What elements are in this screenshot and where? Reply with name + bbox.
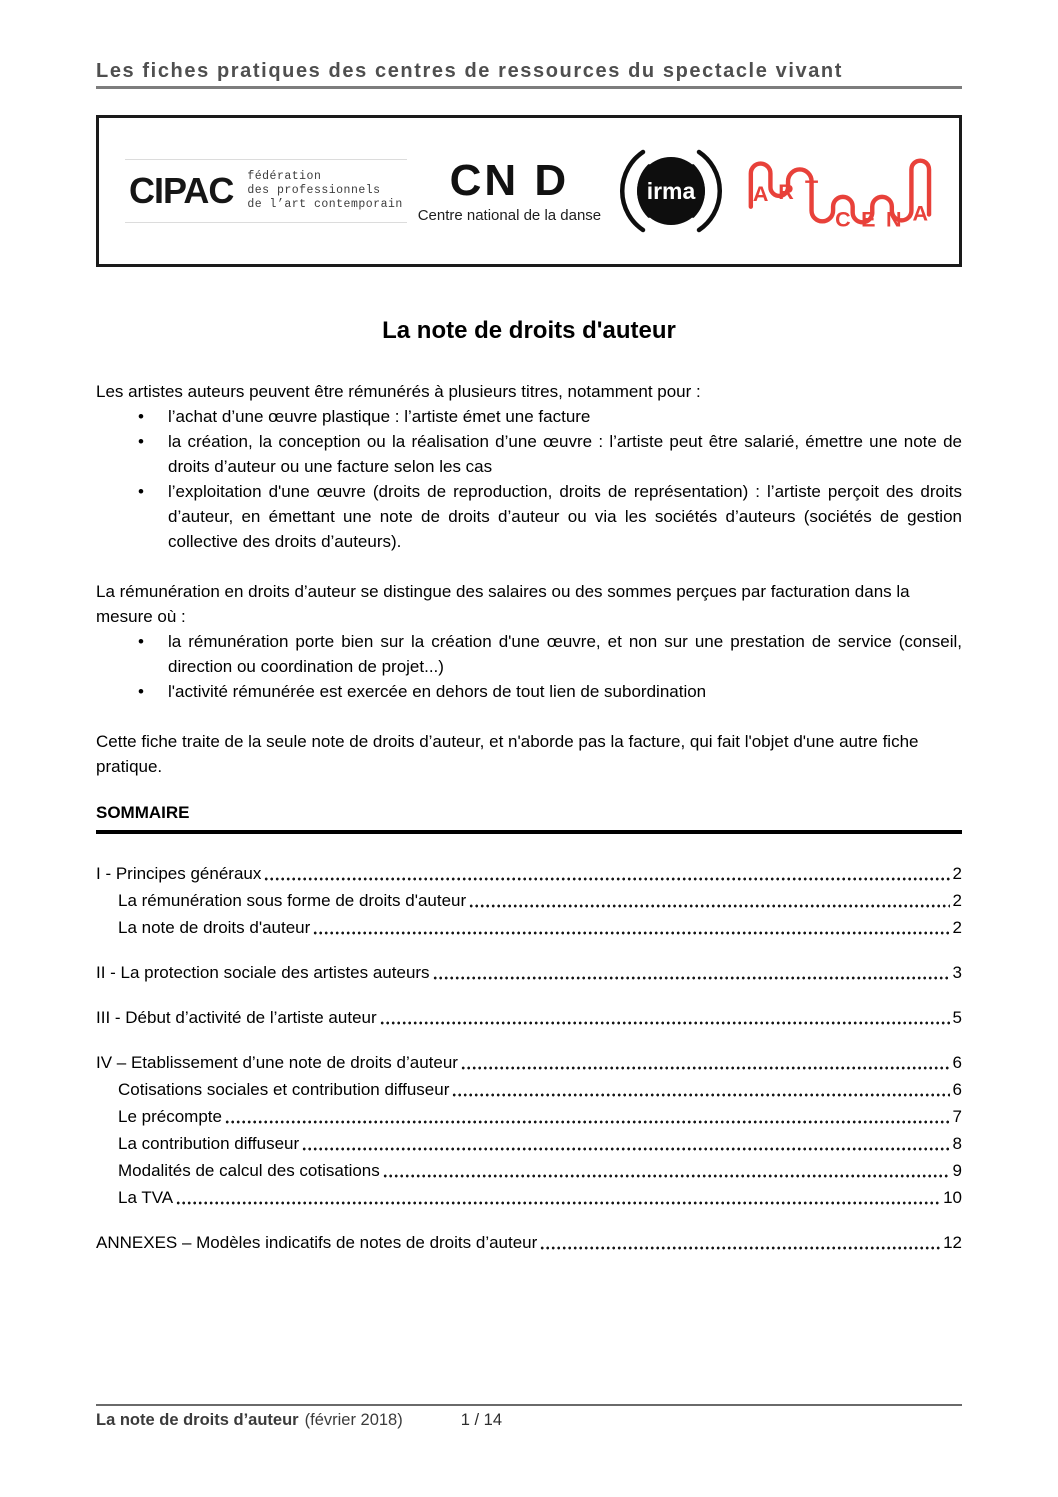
page-number-indicator: 1 / 14 <box>460 1411 503 1429</box>
toc-entry <box>96 914 962 941</box>
artcena-letter-n: N <box>885 207 902 232</box>
toc-dotted-leader <box>380 1020 950 1026</box>
distinction-bullet-1-text: la rémunération porte bien sur la création d'une œuvre, et non sur une prestation de service (conseil, direction ou coordination de projet...) <box>168 632 962 676</box>
toc-entry <box>96 1004 962 1031</box>
cnd-tagline: Centre national de la danse <box>417 206 602 224</box>
footer-date: (février 2018) <box>304 1411 403 1429</box>
cnd-wordmark: CN D <box>449 155 570 205</box>
toc-entry-label: La TVA <box>118 1188 174 1207</box>
banner-rule <box>96 86 962 89</box>
cipac-tagline-line1: fédération <box>247 170 322 183</box>
page-title: La note de droits d'auteur <box>382 317 676 344</box>
cipac-tagline-line3: de l’art contemporain <box>247 198 403 211</box>
toc-entry <box>96 887 962 914</box>
collection-banner: Les fiches pratiques des centres de ressources du spectacle vivant <box>96 60 843 82</box>
irma-logo <box>612 132 730 250</box>
artcena-letter-t: T <box>804 175 819 200</box>
bullet-icon: • <box>138 432 144 451</box>
toc-entry-label: Cotisations sociales et contribution diffuseur <box>118 1080 450 1099</box>
cipac-tagline-line2: des professionnels <box>247 184 381 197</box>
toc-entry <box>96 1157 962 1184</box>
distinction-bullet-2 <box>96 679 962 704</box>
distinction-bullet-2-text: l'activité rémunérée est exercée en dehors de tout lien de subordination <box>168 682 707 701</box>
toc-dotted-leader <box>469 903 949 909</box>
toc-dotted-leader <box>264 876 949 882</box>
partner-logos-bar <box>96 115 962 267</box>
artcena-letter-a1: A <box>752 181 769 206</box>
bullet-icon: • <box>138 632 144 651</box>
toc-dotted-leader <box>313 930 949 936</box>
table-of-contents <box>96 860 962 1256</box>
toc-entry-page: 2 <box>952 891 962 910</box>
artcena-logo-icon <box>741 144 933 238</box>
toc-entry-label: Le précompte <box>118 1107 222 1126</box>
toc-dotted-leader <box>540 1245 940 1251</box>
artcena-letter-e: E <box>861 207 876 232</box>
toc-entry-page: 10 <box>943 1188 962 1207</box>
intro-bullet-2-text: la création, la conception ou la réalisation d’une œuvre : l’artiste peut être salarié, émettre une note de droits d’auteur ou une facture selon les cas <box>168 432 962 476</box>
toc-entry <box>96 959 962 986</box>
toc-dotted-leader <box>176 1200 940 1206</box>
toc-entry-page: 6 <box>952 1053 962 1072</box>
toc-entry-page: 12 <box>943 1233 962 1252</box>
toc-entry-page: 6 <box>952 1080 962 1099</box>
toc-entry <box>96 1076 962 1103</box>
cipac-logo <box>125 159 407 223</box>
toc-entry-label: La rémunération sous forme de droits d'auteur <box>118 891 467 910</box>
distinction-lead: La rémunération en droits d’auteur se distingue des salaires ou des sommes perçues par facturation dans la mesure où : <box>96 582 910 626</box>
toc-dotted-leader <box>433 975 950 981</box>
toc-entry-page: 8 <box>952 1134 962 1153</box>
cnd-logo <box>417 155 602 224</box>
intro-bullet-2 <box>96 429 962 479</box>
distinction-bullet-1 <box>96 629 962 679</box>
toc-entry-label: ANNEXES – Modèles indicatifs de notes de droits d’auteur <box>96 1233 538 1252</box>
artcena-letter-a2: A <box>912 201 928 226</box>
artcena-letter-r: R <box>778 179 794 204</box>
toc-entry-label: I - Principes généraux <box>96 864 262 883</box>
toc-entry-page: 5 <box>952 1008 962 1027</box>
toc-entry-label: Modalités de calcul des cotisations <box>118 1161 380 1180</box>
toc-entry-page: 9 <box>952 1161 962 1180</box>
artcena-logo <box>741 144 933 238</box>
page-footer <box>96 1404 962 1430</box>
toc-entry-page: 7 <box>952 1107 962 1126</box>
sommaire-heading: SOMMAIRE <box>96 803 962 834</box>
toc-dotted-leader <box>225 1119 950 1125</box>
toc-dotted-leader <box>452 1092 949 1098</box>
intro-bullet-1 <box>96 404 962 429</box>
toc-entry <box>96 860 962 887</box>
cipac-wordmark: CIPAC <box>129 170 234 211</box>
toc-entry-label: III - Début d’activité de l’artiste auteur <box>96 1008 377 1027</box>
toc-entry-label: La contribution diffuseur <box>118 1134 300 1153</box>
toc-entry-page: 2 <box>952 918 962 937</box>
toc-entry-page: 3 <box>952 963 962 982</box>
toc-entry <box>96 1049 962 1076</box>
toc-entry <box>96 1130 962 1157</box>
irma-wordmark: irma <box>646 178 696 204</box>
artcena-letter-c: C <box>835 207 851 232</box>
irma-logo-icon <box>612 132 730 250</box>
toc-dotted-leader <box>461 1065 950 1071</box>
toc-entry-label: La note de droits d'auteur <box>118 918 311 937</box>
toc-entry <box>96 1184 962 1211</box>
toc-dotted-leader <box>383 1173 950 1179</box>
toc-entry-page: 2 <box>952 864 962 883</box>
intro-bullet-3-text: l’exploitation d'une œuvre (droits de reproduction, droits de représentation) : l’artiste perçoit des droits d’auteur, en émettant une note de droits d’auteur ou via les sociétés d’auteurs (sociétés de gestion collective des droits d’auteurs). <box>168 482 962 551</box>
intro-bullet-3 <box>96 479 962 554</box>
toc-entry-label: IV – Etablissement d’une note de droits d’auteur <box>96 1053 458 1072</box>
cipac-tagline <box>247 170 402 212</box>
closing-note: Cette fiche traite de la seule note de droits d’auteur, et n'aborde pas la facture, qui fait l'objet d'une autre fiche pratique. <box>96 732 919 776</box>
intro-lead: Les artistes auteurs peuvent être rémunérés à plusieurs titres, notamment pour : <box>96 382 701 401</box>
toc-entry-label: II - La protection sociale des artistes auteurs <box>96 963 430 982</box>
toc-dotted-leader <box>302 1146 949 1152</box>
bullet-icon: • <box>138 482 144 501</box>
bullet-icon: • <box>138 682 144 701</box>
intro-bullet-1-text: l’achat d’une œuvre plastique : l’artiste émet une facture <box>168 407 591 426</box>
toc-entry <box>96 1229 962 1256</box>
toc-entry <box>96 1103 962 1130</box>
footer-doc-title: La note de droits d’auteur <box>96 1411 299 1429</box>
bullet-icon: • <box>138 407 144 426</box>
